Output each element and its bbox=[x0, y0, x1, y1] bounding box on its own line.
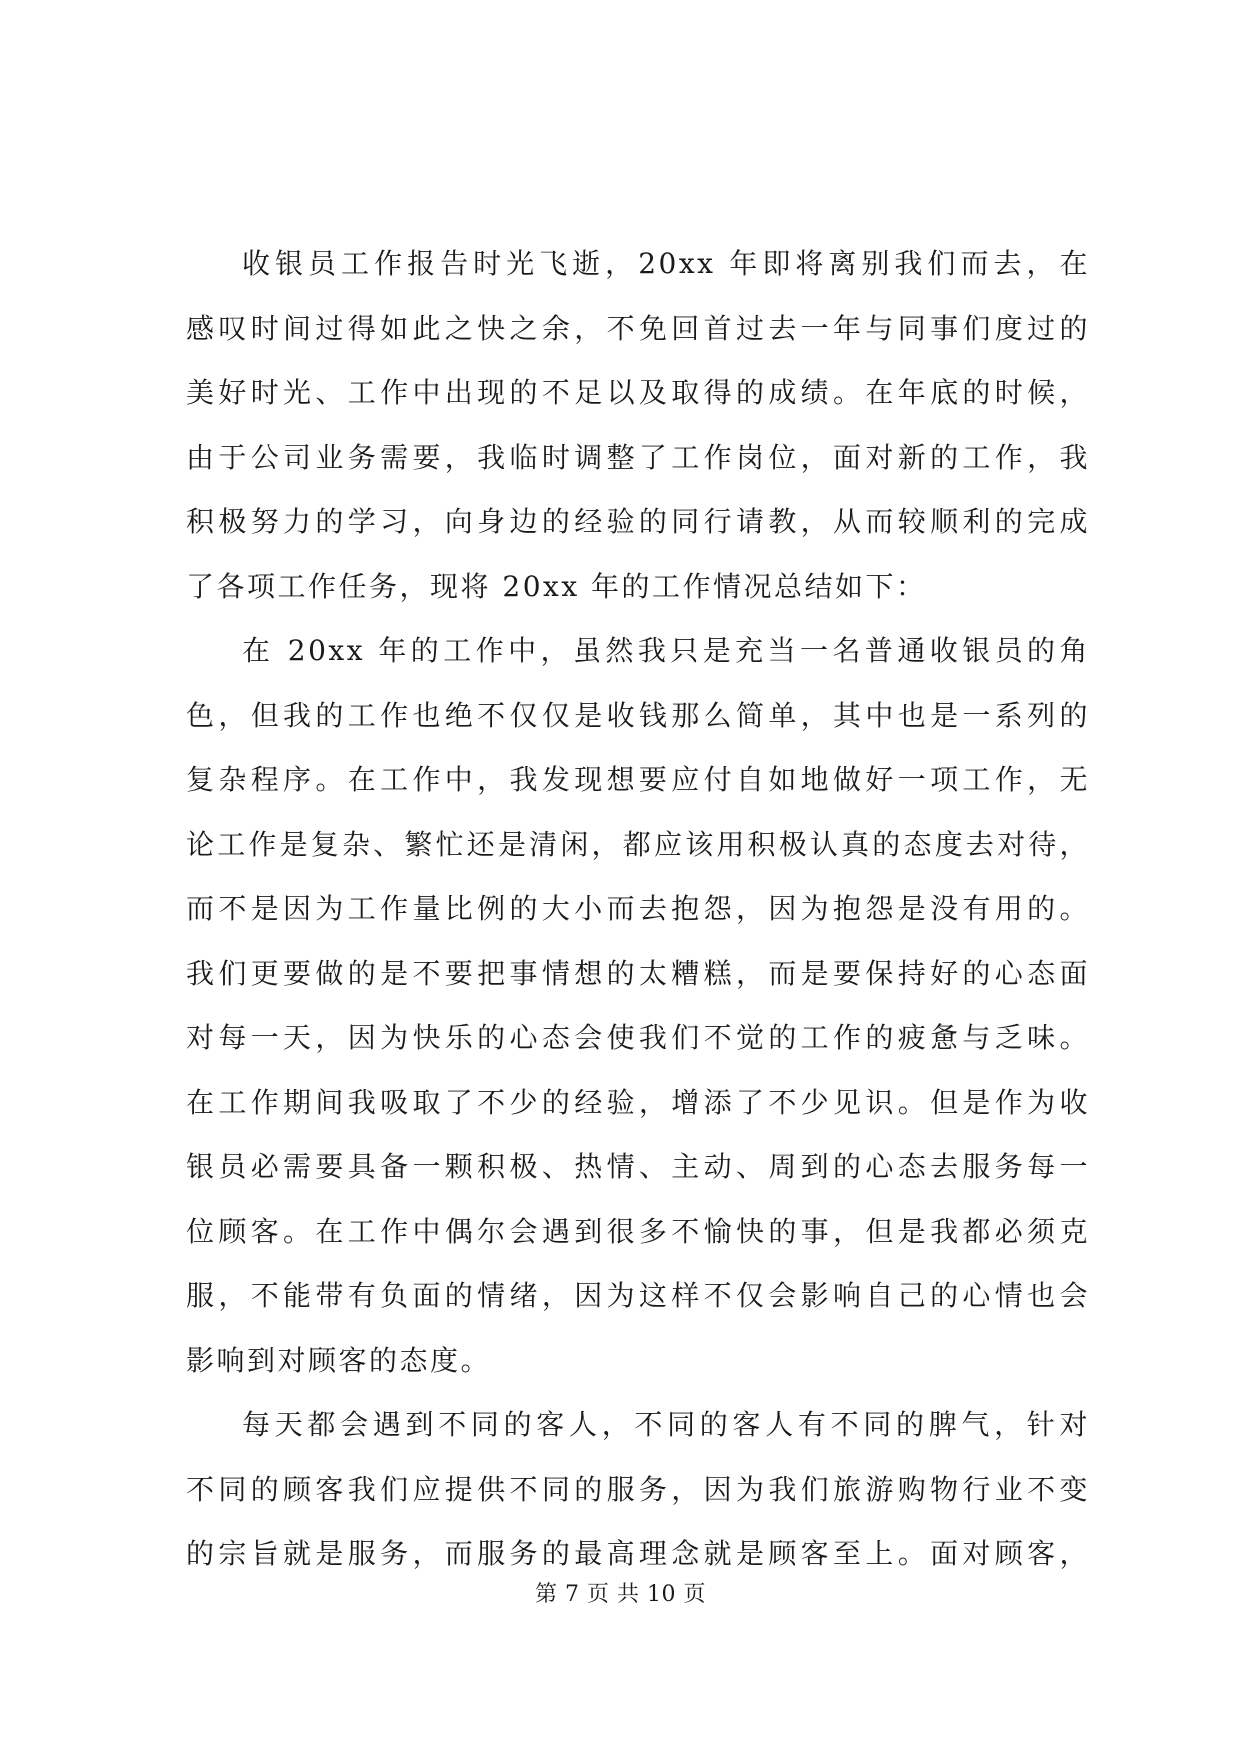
paragraph-2-line-9: 银员必需要具备一颗积极、热情、主动、周到的心态去服务每一 bbox=[186, 1150, 1090, 1183]
paragraph-2-line-1: 在 20xx 年的工作中，虽然我只是充当一名普通收银员的角 bbox=[242, 634, 1090, 667]
paragraph-2-line-3: 复杂程序。在工作中，我发现想要应付自如地做好一项工作，无 bbox=[186, 763, 1090, 796]
page-footer bbox=[0, 1577, 1241, 1608]
paragraph-2-line-2: 色，但我的工作也绝不仅仅是收钱那么简单，其中也是一系列的 bbox=[186, 698, 1090, 732]
paragraph-2-line-7: 对每一天，因为快乐的心态会使我们不觉的工作的疲惫与乏味。 bbox=[186, 1021, 1090, 1054]
paragraph-1-line-5: 积极努力的学习，向身边的经验的同行请教，从而较顺利的完成 bbox=[186, 505, 1090, 538]
paragraph-1-line-2: 感叹时间过得如此之快之余，不免回首过去一年与同事们度过的 bbox=[186, 311, 1090, 345]
paragraph-2-line-4: 论工作是复杂、繁忙还是清闲，都应该用积极认真的态度去对待， bbox=[186, 827, 1090, 861]
page-number-label: 第 7 页 共 10 页 bbox=[535, 1582, 706, 1607]
paragraph-1-line-4: 由于公司业务需要，我临时调整了工作岗位，面对新的工作，我 bbox=[186, 440, 1090, 474]
paragraph-2-line-11: 服，不能带有负面的情绪，因为这样不仅会影响自己的心情也会 bbox=[186, 1279, 1090, 1312]
paragraph-2-line-10: 位顾客。在工作中偶尔会遇到很多不愉快的事，但是我都必须克 bbox=[186, 1214, 1090, 1248]
paragraph-2-line-5: 而不是因为工作量比例的大小而去抱怨，因为抱怨是没有用的。 bbox=[186, 892, 1090, 925]
paragraph-2-line-6: 我们更要做的是不要把事情想的太糟糕，而是要保持好的心态面 bbox=[186, 956, 1090, 990]
paragraph-1-line-3: 美好时光、工作中出现的不足以及取得的成绩。在年底的时候， bbox=[186, 376, 1090, 409]
document-body bbox=[186, 232, 1090, 1587]
paragraph-3-line-3: 的宗旨就是服务，而服务的最高理念就是顾客至上。面对顾客， bbox=[186, 1537, 1090, 1570]
paragraph-1-line-6: 了各项工作任务，现将 20xx 年的工作情况总结如下： bbox=[186, 569, 927, 603]
paragraph-1-line-1: 收银员工作报告时光飞逝，20xx 年即将离别我们而去，在 bbox=[242, 247, 1090, 280]
paragraph-2-line-8: 在工作期间我吸取了不少的经验，增添了不少见识。但是作为收 bbox=[186, 1085, 1090, 1119]
paragraph-3-line-2: 不同的顾客我们应提供不同的服务，因为我们旅游购物行业不变 bbox=[186, 1472, 1090, 1506]
paragraph-2-line-12: 影响到对顾客的态度。 bbox=[186, 1343, 492, 1377]
paragraph-3-line-1: 每天都会遇到不同的客人，不同的客人有不同的脾气，针对 bbox=[242, 1408, 1090, 1441]
